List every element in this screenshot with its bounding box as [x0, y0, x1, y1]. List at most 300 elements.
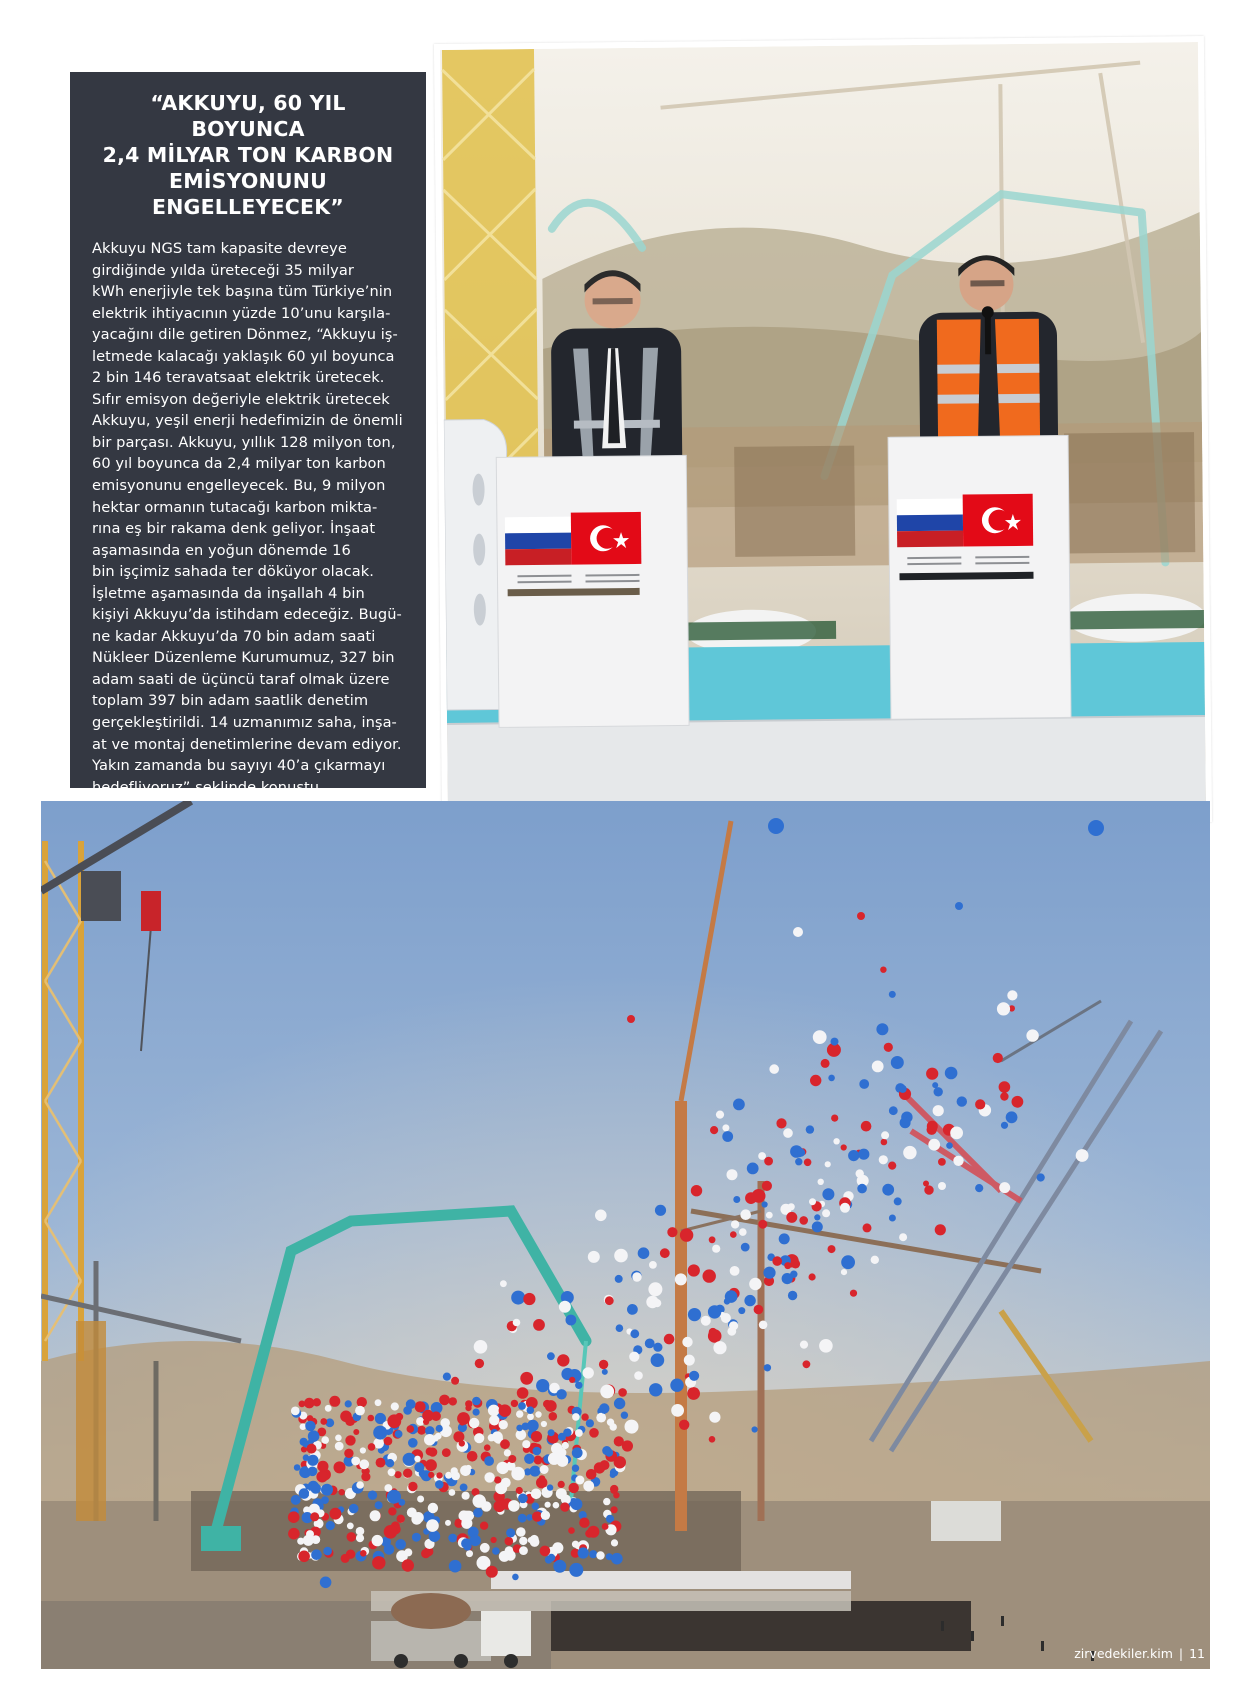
- balloon: [822, 1209, 830, 1217]
- balloon: [553, 1560, 566, 1573]
- balloon: [688, 1308, 701, 1321]
- balloon: [560, 1502, 569, 1511]
- balloon: [1037, 1173, 1045, 1181]
- balloon: [614, 1456, 626, 1468]
- balloon: [828, 1245, 836, 1253]
- body-line: yacağını dile getiren Dönmez, “Akkuyu iş-: [92, 326, 398, 344]
- balloon: [375, 1399, 382, 1406]
- ceremony-photo: [434, 36, 1212, 830]
- balloon: [599, 1360, 608, 1369]
- balloon: [532, 1503, 539, 1510]
- balloon: [522, 1440, 530, 1448]
- balloon: [460, 1484, 468, 1492]
- balloon: [384, 1544, 395, 1555]
- balloon: [545, 1400, 557, 1412]
- balloon: [634, 1371, 643, 1380]
- balloon: [520, 1372, 533, 1385]
- balloon: [403, 1453, 416, 1466]
- balloon: [758, 1220, 767, 1229]
- balloon: [581, 1413, 588, 1420]
- balloon: [531, 1431, 542, 1442]
- balloon: [511, 1467, 525, 1481]
- balloon: [417, 1496, 424, 1503]
- balloon: [627, 1015, 635, 1023]
- article-body: [92, 238, 404, 798]
- body-line: bir parçası. Akkuyu, yıllık 128 milyon ton,: [92, 433, 396, 451]
- balloon: [894, 1197, 902, 1205]
- balloon: [688, 1264, 700, 1276]
- site-name: zirvedekiler.kim: [1074, 1646, 1173, 1661]
- balloon: [803, 1360, 811, 1368]
- balloon: [398, 1540, 404, 1546]
- balloon: [329, 1396, 340, 1407]
- body-line: bin işçimiz sahada ter döküyor olacak.: [92, 563, 374, 581]
- balloon: [923, 1181, 929, 1187]
- balloon: [530, 1466, 541, 1477]
- balloon: [526, 1514, 533, 1521]
- balloon: [957, 1096, 967, 1106]
- body-line: aşamasında en yoğun dönemde 16: [92, 541, 351, 559]
- balloon: [516, 1527, 526, 1537]
- balloon: [571, 1498, 583, 1510]
- balloon: [349, 1504, 359, 1514]
- balloon: [459, 1440, 465, 1446]
- balloon: [373, 1426, 387, 1440]
- balloon: [603, 1498, 610, 1505]
- balloon: [388, 1468, 396, 1476]
- balloon: [472, 1397, 481, 1406]
- balloon: [474, 1340, 488, 1354]
- balloon: [428, 1503, 438, 1513]
- balloon: [335, 1442, 344, 1451]
- balloon: [722, 1131, 733, 1142]
- balloon: [945, 1067, 958, 1080]
- balloon: [417, 1426, 426, 1435]
- balloon: [294, 1464, 301, 1471]
- balloon: [347, 1532, 357, 1542]
- balloon: [825, 1161, 831, 1167]
- balloon: [903, 1146, 916, 1159]
- balloon: [473, 1494, 486, 1507]
- balloon: [841, 1255, 855, 1269]
- balloon: [384, 1437, 393, 1446]
- balloon: [709, 1436, 716, 1443]
- balloon: [335, 1435, 342, 1442]
- balloon: [1076, 1149, 1089, 1162]
- balloon: [879, 1155, 888, 1164]
- balloon: [710, 1126, 718, 1134]
- balloon: [406, 1399, 416, 1409]
- balloon: [449, 1489, 456, 1496]
- balloon: [729, 1321, 738, 1330]
- balloon: [459, 1510, 470, 1521]
- balloon: [541, 1421, 547, 1427]
- balloon: [818, 1179, 824, 1185]
- balloon: [899, 1085, 907, 1093]
- balloon: [782, 1273, 793, 1284]
- balloon: [861, 1121, 872, 1132]
- balloon: [934, 1087, 943, 1096]
- balloon: [425, 1459, 437, 1471]
- balloon: [575, 1429, 583, 1437]
- balloon: [928, 1139, 940, 1151]
- balloon: [442, 1448, 451, 1457]
- balloon: [511, 1291, 525, 1305]
- balloon: [814, 1214, 820, 1220]
- balloon: [602, 1369, 608, 1375]
- balloon: [572, 1413, 580, 1421]
- balloon: [320, 1577, 332, 1589]
- balloon: [428, 1472, 434, 1478]
- balloon: [551, 1443, 562, 1454]
- balloon: [1026, 1029, 1038, 1041]
- body-line: toplam 397 bin adam saatlik denetim: [92, 692, 369, 710]
- balloon: [497, 1462, 509, 1474]
- balloon: [653, 1343, 662, 1352]
- balloon: [797, 1149, 805, 1157]
- balloon: [368, 1491, 377, 1500]
- balloon: [511, 1400, 518, 1407]
- balloon: [467, 1451, 478, 1462]
- balloon: [667, 1227, 677, 1237]
- balloon: [494, 1476, 501, 1483]
- balloon: [649, 1261, 657, 1269]
- balloon: [752, 1189, 766, 1203]
- balloon: [899, 1233, 907, 1241]
- balloon: [800, 1341, 808, 1349]
- balloon: [462, 1492, 470, 1500]
- balloon: [975, 1099, 985, 1109]
- balloon: [368, 1415, 375, 1422]
- balloon: [900, 1117, 911, 1128]
- balloon: [880, 967, 886, 973]
- balloon: [513, 1319, 521, 1327]
- balloon: [739, 1228, 747, 1236]
- balloon: [680, 1228, 693, 1241]
- balloon: [553, 1502, 560, 1509]
- balloon: [345, 1435, 355, 1445]
- balloon: [519, 1537, 527, 1545]
- balloon: [394, 1471, 401, 1478]
- balloon: [953, 1156, 963, 1166]
- page-footer: [1074, 1646, 1205, 1661]
- balloon: [310, 1512, 319, 1521]
- balloon: [713, 1341, 726, 1354]
- balloon: [505, 1537, 514, 1546]
- body-line: Akkuyu NGS tam kapasite devreye: [92, 240, 347, 257]
- balloon: [569, 1483, 579, 1493]
- balloon: [469, 1418, 479, 1428]
- balloon: [340, 1411, 352, 1423]
- balloon: [451, 1472, 460, 1481]
- balloon: [730, 1266, 740, 1276]
- balloon: [809, 1198, 816, 1205]
- balloon: [533, 1447, 542, 1456]
- balloon: [568, 1527, 575, 1534]
- balloon: [712, 1245, 720, 1253]
- balloon: [321, 1436, 329, 1444]
- balloon: [927, 1121, 938, 1132]
- balloon: [317, 1461, 328, 1472]
- balloon: [540, 1465, 549, 1474]
- balloon: [926, 1068, 938, 1080]
- balloon: [888, 1162, 896, 1170]
- balloon: [557, 1354, 569, 1366]
- balloon: [682, 1337, 692, 1347]
- balloon: [506, 1528, 515, 1537]
- body-line: at ve montaj denetimlerine devam ediyor.: [92, 735, 402, 753]
- balloon: [516, 1410, 523, 1417]
- balloon: [558, 1433, 566, 1441]
- balloon: [484, 1444, 491, 1451]
- balloon: [524, 1454, 534, 1464]
- balloon: [384, 1525, 398, 1539]
- balloon: [670, 1379, 683, 1392]
- balloon: [558, 1481, 565, 1488]
- balloon: [627, 1304, 638, 1315]
- balloon: [451, 1377, 459, 1385]
- balloon: [660, 1248, 670, 1258]
- balloon: [308, 1467, 318, 1477]
- balloon: [610, 1472, 616, 1478]
- balloon: [876, 1023, 888, 1035]
- balloon: [709, 1328, 717, 1336]
- balloon: [339, 1489, 345, 1495]
- balloon: [946, 1142, 953, 1149]
- balloon: [408, 1482, 417, 1491]
- balloon: [1007, 990, 1017, 1000]
- balloon: [731, 1220, 739, 1228]
- balloon: [600, 1385, 614, 1399]
- balloon: [749, 1278, 761, 1290]
- balloon: [517, 1387, 529, 1399]
- balloon: [793, 927, 803, 937]
- balloon: [439, 1395, 450, 1406]
- balloon: [307, 1444, 317, 1454]
- body-line: rına eş bir rakama denk geliyor. İnşaat: [92, 520, 376, 538]
- balloon: [408, 1438, 418, 1448]
- balloon: [397, 1515, 405, 1523]
- balloon: [569, 1377, 575, 1383]
- balloon: [675, 1273, 687, 1285]
- balloon: [881, 1139, 888, 1146]
- balloon: [863, 1223, 872, 1232]
- balloon: [733, 1196, 740, 1203]
- body-line: gerçekleştirildi. 14 uzmanımız saha, inşa-: [92, 714, 397, 732]
- balloon: [512, 1574, 519, 1581]
- balloon: [508, 1500, 520, 1512]
- balloon: [848, 1150, 859, 1161]
- balloon: [950, 1127, 963, 1140]
- balloon: [708, 1305, 721, 1318]
- balloon: [519, 1546, 528, 1555]
- balloon: [614, 1249, 628, 1263]
- balloon: [766, 1212, 773, 1219]
- balloon: [345, 1400, 352, 1407]
- balloon: [648, 1282, 662, 1296]
- balloon: [347, 1523, 354, 1530]
- balloon: [539, 1475, 546, 1482]
- balloon: [664, 1334, 675, 1345]
- balloon: [833, 1138, 839, 1144]
- balloon: [625, 1420, 639, 1434]
- balloon: [445, 1520, 451, 1526]
- balloon: [421, 1549, 430, 1558]
- balloon: [754, 1305, 764, 1315]
- balloon: [291, 1495, 301, 1505]
- balloon: [764, 1157, 773, 1166]
- balloon: [443, 1373, 451, 1381]
- balloon: [422, 1410, 434, 1422]
- balloon: [305, 1421, 315, 1431]
- balloon: [527, 1413, 534, 1420]
- balloon: [579, 1518, 589, 1528]
- balloon: [320, 1418, 327, 1425]
- balloon: [460, 1465, 471, 1476]
- balloon: [465, 1405, 471, 1411]
- balloon: [615, 1275, 623, 1283]
- balloon: [831, 1115, 838, 1122]
- balloon: [353, 1429, 359, 1435]
- balloon: [572, 1541, 579, 1548]
- balloon: [311, 1535, 320, 1544]
- balloon: [572, 1447, 583, 1458]
- body-line: Sıfır emisyon değeriyle elektrik üretecek: [92, 390, 390, 408]
- balloon: [533, 1319, 545, 1331]
- body-line: Akkuyu, yeşil enerji hedefimizin de önemli: [92, 412, 403, 430]
- balloon: [744, 1295, 755, 1306]
- balloon: [831, 1038, 839, 1046]
- balloon: [500, 1439, 510, 1449]
- body-line: emisyonunu engelleyecek. Bu, 9 milyon: [92, 477, 386, 495]
- footer-separator: |: [1178, 1646, 1184, 1661]
- body-line: hektar ormanın tutacağı karbon mikta-: [92, 498, 378, 516]
- headline-line: EMİSYONUNU: [169, 169, 327, 193]
- balloon: [548, 1429, 555, 1436]
- balloon: [716, 1111, 724, 1119]
- balloon: [484, 1472, 494, 1482]
- quote-headline: [92, 90, 404, 220]
- balloon: [480, 1522, 488, 1530]
- balloon: [457, 1412, 470, 1425]
- balloon: [703, 1269, 716, 1282]
- balloon: [508, 1455, 516, 1463]
- balloon: [840, 1203, 850, 1213]
- headline-line: “AKKUYU, 60 YIL BOYUNCA: [150, 91, 346, 141]
- balloon: [684, 1355, 695, 1366]
- balloon: [359, 1459, 369, 1469]
- balloon: [938, 1158, 946, 1166]
- page-number: 11: [1189, 1646, 1205, 1661]
- balloon: [810, 1075, 821, 1086]
- balloon: [516, 1487, 523, 1494]
- body-line: İşletme aşamasında da inşallah 4 bin: [92, 584, 365, 602]
- balloon: [630, 1329, 639, 1338]
- balloon: [326, 1521, 335, 1530]
- balloon: [528, 1537, 534, 1543]
- body-line: girdiğinde yılda üreteceği 35 milyar: [92, 261, 354, 279]
- balloon: [473, 1409, 480, 1416]
- balloon: [449, 1397, 457, 1405]
- balloon: [391, 1402, 399, 1410]
- balloon: [882, 1184, 894, 1196]
- balloon: [740, 1209, 751, 1220]
- balloon: [559, 1301, 571, 1313]
- body-line: 2 bin 146 teravatsaat elektrik üretecek.: [92, 369, 385, 387]
- balloon: [762, 1181, 772, 1191]
- balloon: [586, 1469, 597, 1480]
- balloon: [466, 1550, 473, 1557]
- balloon: [413, 1512, 424, 1523]
- balloon: [721, 1313, 731, 1323]
- balloon: [727, 1169, 738, 1180]
- balloon: [999, 1081, 1011, 1093]
- balloon: [501, 1478, 511, 1488]
- balloon: [307, 1415, 313, 1421]
- balloon: [566, 1315, 577, 1326]
- balloon: [586, 1419, 594, 1427]
- balloon: [536, 1379, 549, 1392]
- balloon: [589, 1428, 599, 1438]
- balloon: [776, 1118, 786, 1128]
- balloon: [1006, 1111, 1018, 1123]
- balloon: [752, 1426, 758, 1432]
- balloon: [999, 1182, 1010, 1193]
- balloon: [311, 1549, 322, 1560]
- balloon: [622, 1440, 633, 1451]
- balloon: [426, 1447, 434, 1455]
- balloon: [355, 1406, 365, 1416]
- balloon: [414, 1462, 424, 1472]
- balloon: [474, 1433, 484, 1443]
- balloon: [448, 1534, 457, 1543]
- balloon: [321, 1484, 333, 1496]
- ceremony-photo-illustration: [440, 42, 1206, 824]
- balloon: [759, 1321, 768, 1330]
- balloon: [975, 1184, 983, 1192]
- balloon: [614, 1398, 625, 1409]
- balloon: [356, 1481, 364, 1489]
- balloon: [709, 1236, 716, 1243]
- balloon: [361, 1472, 370, 1481]
- balloon: [489, 1415, 499, 1425]
- body-line: 60 yıl boyunca da 2,4 milyar ton karbon: [92, 455, 386, 473]
- balloon: [806, 1125, 814, 1133]
- balloon: [884, 1043, 893, 1052]
- balloon: [722, 1124, 729, 1131]
- balloon: [300, 1423, 307, 1430]
- balloon: [500, 1280, 507, 1287]
- balloon: [429, 1530, 441, 1542]
- balloon: [351, 1457, 360, 1466]
- flag-pair-right: [897, 494, 1034, 547]
- balloon: [556, 1488, 567, 1499]
- balloon: [730, 1231, 737, 1238]
- balloon: [709, 1412, 720, 1423]
- balloon: [504, 1449, 511, 1456]
- balloon: [375, 1501, 383, 1509]
- balloon: [308, 1438, 314, 1444]
- balloon: [480, 1543, 490, 1553]
- balloon: [436, 1425, 443, 1432]
- balloon: [372, 1535, 383, 1546]
- balloon: [889, 1106, 898, 1115]
- balloon: [575, 1476, 584, 1485]
- balloon: [556, 1389, 566, 1399]
- balloon: [325, 1405, 332, 1412]
- balloon: [924, 1185, 933, 1194]
- balloon: [518, 1433, 525, 1440]
